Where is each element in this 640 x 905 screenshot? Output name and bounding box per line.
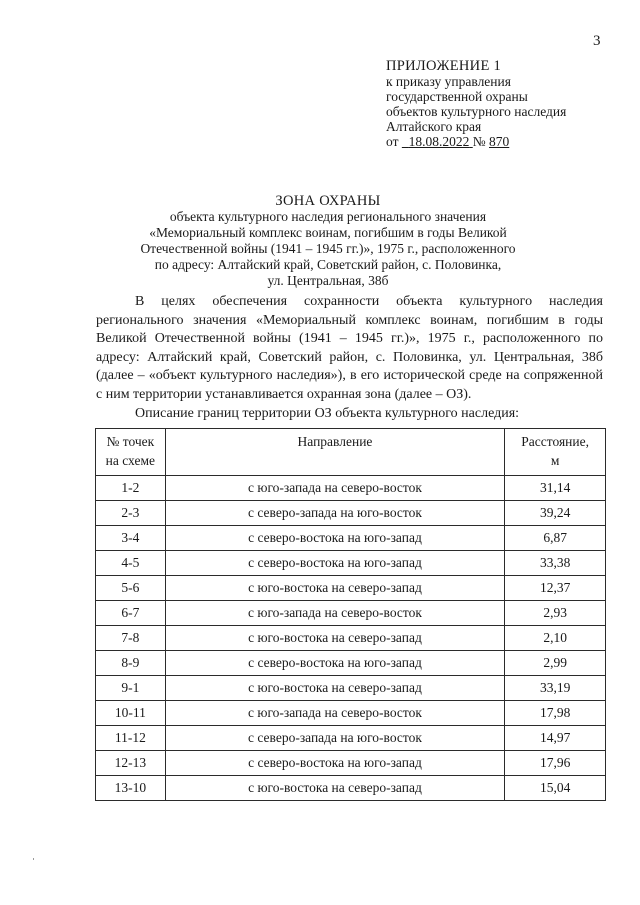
cell-direction: с северо-запада на юго-восток [165, 501, 505, 526]
appendix-date-line [386, 134, 566, 149]
order-number: 870 [489, 134, 510, 149]
cell-direction: с юго-востока на северо-запад [165, 676, 505, 701]
cell-direction: с северо-запада на юго-восток [165, 726, 505, 751]
zone-line: ул. Центральная, 38б [267, 273, 389, 288]
appendix-line: объектов культурного наследия [386, 104, 567, 119]
cell-points: 7-8 [96, 626, 166, 651]
header-points: № точек на схеме [96, 429, 166, 476]
table-row [96, 576, 606, 601]
cell-points: 10-11 [96, 701, 166, 726]
date-prefix: от [386, 134, 399, 149]
cell-direction: с северо-востока на юго-запад [165, 526, 505, 551]
table-caption: Описание границ территории ОЗ объекта культурного наследия: [135, 406, 520, 421]
table-row [96, 776, 606, 801]
table-row [96, 476, 606, 501]
cell-distance: 2,10 [505, 626, 606, 651]
cell-distance: 33,19 [505, 676, 606, 701]
table-row [96, 701, 606, 726]
cell-points: 2-3 [96, 501, 166, 526]
cell-distance: 33,38 [505, 551, 606, 576]
cell-direction: с юго-запада на северо-восток [165, 476, 505, 501]
zone-line: «Мемориальный комплекс воинам, погибшим в годы Великой [149, 225, 507, 240]
cell-distance: 39,24 [505, 501, 606, 526]
cell-distance: 17,96 [505, 751, 606, 776]
zone-title: ЗОНА ОХРАНЫ [275, 193, 381, 209]
cell-points: 13-10 [96, 776, 166, 801]
table-row [96, 676, 606, 701]
cell-direction: с юго-востока на северо-запад [165, 576, 505, 601]
cell-direction: с северо-востока на юго-запад [165, 551, 505, 576]
cell-distance: 6,87 [505, 526, 606, 551]
appendix-line: Алтайского края [386, 119, 482, 134]
appendix-title: ПРИЛОЖЕНИЕ 1 [386, 58, 502, 74]
cell-points: 6-7 [96, 601, 166, 626]
zone-line: по адресу: Алтайский край, Советский район, с. Половинка, [154, 257, 502, 272]
header-distance: Расстояние, м [505, 429, 606, 476]
cell-points: 12-13 [96, 751, 166, 776]
zone-line: объекта культурного наследия регионального значения [169, 209, 487, 224]
cell-distance: 15,04 [505, 776, 606, 801]
appendix-header [386, 59, 566, 149]
cell-direction: с северо-востока на юго-запад [165, 651, 505, 676]
cell-points: 8-9 [96, 651, 166, 676]
table-header-row [96, 429, 606, 476]
table-row [96, 601, 606, 626]
body-paragraph [96, 293, 603, 404]
cell-points: 5-6 [96, 576, 166, 601]
cell-points: 3-4 [96, 526, 166, 551]
cell-points: 1-2 [96, 476, 166, 501]
cell-distance: 2,99 [505, 651, 606, 676]
cell-distance: 17,98 [505, 701, 606, 726]
paragraph-text: В целях обеспечения сохранности объекта культурного наследия регионального значения «Мемориальный комплекс воинам, погибшим в годы Великой Отечественной войны (1941 – 1945 гг.)», 1975 г., расположенного по адресу: Алтайский край, Советский район, с. Половинка, ул. Центральная, 38б (далее – «объект культурного наследия»), в его исторической среде на сопряженной с ним территории устанавливается охранная зона (далее – ОЗ). [96, 294, 603, 402]
cell-points: 9-1 [96, 676, 166, 701]
order-date: 18.08.2022 [408, 134, 470, 149]
zone-line: Отечественной войны (1941 – 1945 гг.)», 1975 г., расположенного [140, 241, 516, 256]
cell-direction: с юго-запада на северо-восток [165, 701, 505, 726]
cell-distance: 12,37 [505, 576, 606, 601]
cell-points: 11-12 [96, 726, 166, 751]
table-row [96, 751, 606, 776]
number-sign: № [472, 134, 486, 149]
cell-distance: 2,93 [505, 601, 606, 626]
table-row [96, 526, 606, 551]
cell-direction: с северо-востока на юго-запад [165, 751, 505, 776]
cell-direction: с юго-запада на северо-восток [165, 601, 505, 626]
appendix-line: государственной охраны [386, 89, 528, 104]
page-number: 3 [593, 33, 601, 49]
zone-heading [100, 193, 556, 289]
scan-speck [33, 858, 34, 860]
table-row [96, 551, 606, 576]
header-direction: Направление [165, 429, 505, 476]
boundary-table [95, 428, 606, 801]
cell-distance: 14,97 [505, 726, 606, 751]
cell-direction: с юго-востока на северо-запад [165, 626, 505, 651]
appendix-line: к приказу управления [386, 74, 511, 89]
cell-points: 4-5 [96, 551, 166, 576]
table-row [96, 726, 606, 751]
table-row [96, 501, 606, 526]
table-row [96, 651, 606, 676]
cell-distance: 31,14 [505, 476, 606, 501]
table-row [96, 626, 606, 651]
cell-direction: с юго-востока на северо-запад [165, 776, 505, 801]
